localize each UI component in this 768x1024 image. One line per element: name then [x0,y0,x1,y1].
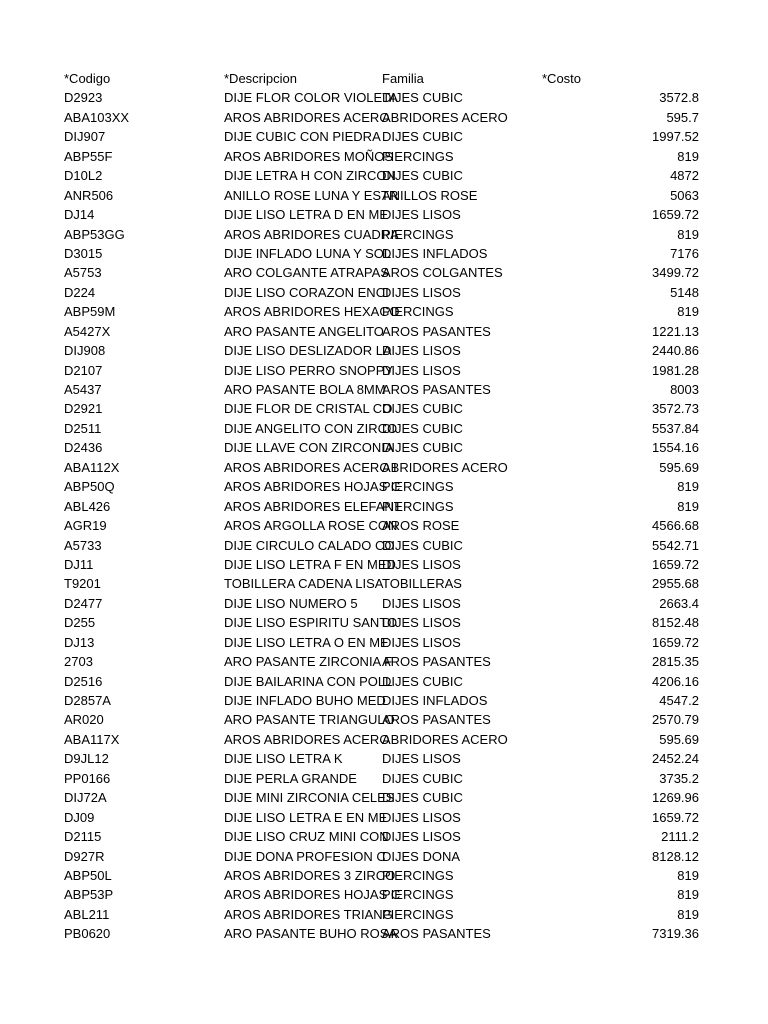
cell-costo: 4566.68 [652,518,699,534]
cell-costo: 2815.35 [652,654,699,670]
cell-descripcion: AROS ABRIDORES ACERO [224,109,390,125]
cell-familia: DIJES LISOS [382,284,461,300]
cell-descripcion: DIJE LLAVE CON ZIRCONIA [224,440,394,456]
cell-costo: 819 [677,906,699,922]
table-row [64,924,704,943]
table-row [64,710,704,729]
cell-familia: AROS ROSE [382,518,460,534]
cell-familia: AROS COLGANTES [382,265,503,281]
table-row [64,108,704,127]
cell-familia: ABRIDORES ACERO [382,109,508,125]
header-costo: *Costo [542,71,582,86]
cell-codigo: D224 [64,284,96,300]
table-row [64,808,704,827]
table-row [64,555,704,574]
cell-costo: 819 [677,304,699,320]
cell-costo: 5148 [670,284,699,300]
cell-descripcion: AROS ABRIDORES 3 ZIRCO [224,867,396,883]
table-row [64,322,704,341]
cell-codigo: T9201 [64,576,101,592]
cell-codigo: AR020 [64,712,104,728]
cell-familia: AROS PASANTES [382,654,491,670]
cell-codigo: ABP53P [64,887,114,903]
cell-familia: ABRIDORES ACERO [382,459,508,475]
cell-codigo: ABA103XX [64,109,130,125]
cell-codigo: D2511 [64,420,102,436]
cell-codigo: PP0166 [64,770,111,786]
cell-codigo: ABP50L [64,867,112,883]
table-row [64,361,704,380]
cell-descripcion: DIJE LISO LETRA D EN ME [224,207,388,223]
cell-descripcion: AROS ARGOLLA ROSE CON [224,518,398,534]
cell-descripcion: ARO PASANTE BUHO ROSA [224,926,398,942]
cell-familia: DIJES LISOS [382,634,461,650]
cell-codigo: D2477 [64,595,103,611]
table-row [64,769,704,788]
cell-codigo: 2703 [64,654,93,670]
cell-familia: PIERCINGS [382,887,454,903]
table-body [64,88,704,943]
table-row [64,574,704,593]
cell-costo: 8152.48 [652,615,699,631]
cell-familia: PIERCINGS [382,148,454,164]
cell-costo: 7176 [670,245,699,261]
cell-familia: PIERCINGS [382,226,454,242]
cell-codigo: ABP55F [64,148,113,164]
cell-costo: 3499.72 [652,265,699,281]
cell-costo: 1997.52 [652,129,699,145]
cell-descripcion: DIJE LISO LETRA E EN ME [224,809,388,825]
cell-codigo: D2516 [64,673,103,689]
cell-costo: 819 [677,887,699,903]
cell-costo: 5542.71 [652,537,699,553]
cell-codigo: DIJ907 [64,129,106,145]
cell-codigo: DJ13 [64,634,95,650]
cell-descripcion: DIJE LISO ESPIRITU SANTO [224,615,398,631]
cell-familia: DIJES CUBIC [382,168,463,184]
cell-costo: 3735.2 [659,770,699,786]
cell-codigo: DIJ72A [64,790,107,806]
table-row [64,827,704,846]
table-row [64,477,704,496]
table-row [64,380,704,399]
table-row [64,302,704,321]
table-row [64,186,704,205]
cell-familia: DIJES LISOS [382,556,461,572]
cell-familia: DIJES LISOS [382,829,461,845]
cell-costo: 1221.13 [652,323,699,339]
cell-costo: 5063 [670,187,699,203]
table-row [64,438,704,457]
table-row [64,166,704,185]
cell-descripcion: DIJE LISO LETRA F EN MED [224,556,396,572]
table-row [64,127,704,146]
table-row [64,419,704,438]
table-row [64,633,704,652]
header-familia: Familia [382,71,424,86]
table-row [64,788,704,807]
cell-descripcion: DIJE CIRCULO CALADO CO [224,537,395,553]
cell-familia: ABRIDORES ACERO [382,731,508,747]
cell-codigo: ABP50Q [64,479,115,495]
cell-descripcion: AROS ABRIDORES CUADRA [224,226,399,242]
cell-costo: 819 [677,226,699,242]
cell-costo: 1659.72 [652,634,699,650]
table-row [64,205,704,224]
cell-costo: 595.69 [659,459,699,475]
cell-codigo: ABP59M [64,304,116,320]
cell-costo: 2663.4 [659,595,699,611]
cell-costo: 819 [677,148,699,164]
cell-costo: 1659.72 [652,207,699,223]
table-row [64,652,704,671]
cell-costo: 2955.68 [652,576,699,592]
cell-costo: 3572.73 [652,401,699,417]
cell-descripcion: DIJE PERLA GRANDE [224,770,357,786]
cell-familia: DIJES CUBIC [382,90,463,106]
cell-familia: DIJES LISOS [382,615,461,631]
table-row [64,147,704,166]
cell-costo: 4547.2 [659,693,699,708]
cell-costo: 5537.84 [652,420,699,436]
cell-codigo: ANR506 [64,187,114,203]
table-row [64,905,704,924]
cell-codigo: D3015 [64,245,103,261]
cell-costo: 819 [677,498,699,514]
cell-codigo: D2857A [64,693,111,708]
cell-descripcion: DIJE DONA PROFESION C [224,848,386,864]
cell-codigo: D2923 [64,90,103,106]
cell-descripcion: AROS ABRIDORES ACERO I [224,459,397,475]
cell-costo: 1659.72 [652,556,699,572]
cell-costo: 2570.79 [652,712,699,728]
cell-codigo: D9JL12 [64,751,109,767]
cell-costo: 4206.16 [652,673,699,689]
cell-codigo: ABL211 [64,906,110,922]
cell-descripcion: DIJE INFLADO LUNA Y SOL [224,245,392,261]
cell-costo: 2440.86 [652,343,699,359]
cell-familia: PIERCINGS [382,304,454,320]
cell-descripcion: ARO PASANTE BOLA 8MM [224,382,386,397]
table-row [64,866,704,885]
cell-codigo: D10L2 [64,168,103,184]
cell-familia: DIJES LISOS [382,362,461,378]
cell-familia: PIERCINGS [382,906,454,922]
cell-costo: 595.7 [666,109,699,125]
cell-codigo: PB0620 [64,926,111,942]
cell-familia: DIJES INFLADOS [382,693,488,708]
table-row [64,341,704,360]
cell-familia: DIJES LISOS [382,343,461,359]
header-row [64,69,704,88]
cell-descripcion: DIJE LISO NUMERO 5 [224,595,358,611]
cell-descripcion: DIJE FLOR DE CRISTAL CO [224,401,393,417]
cell-descripcion: AROS ABRIDORES HEXAGO [224,304,400,320]
table-row [64,885,704,904]
cell-descripcion: ARO PASANTE TRIANGULO [224,712,395,728]
cell-codigo: ABP53GG [64,226,125,242]
cell-descripcion: AROS ABRIDORES HOJAS C [224,887,401,903]
cell-codigo: A5733 [64,537,102,553]
cell-codigo: A5427X [64,323,111,339]
table-row [64,516,704,535]
cell-costo: 595.69 [659,731,699,747]
table-row [64,672,704,691]
cell-codigo: ABL426 [64,498,111,514]
cell-costo: 7319.36 [652,926,699,942]
cell-familia: AROS PASANTES [382,926,491,942]
cell-descripcion: AROS ABRIDORES HOJAS C [224,479,401,495]
table-row [64,399,704,418]
cell-descripcion: DIJE LISO CRUZ MINI CON [224,829,389,845]
table-row [64,613,704,632]
cell-costo: 1659.72 [652,809,699,825]
table-row [64,88,704,107]
cell-familia: DIJES LISOS [382,751,461,767]
cell-descripcion: DIJE FLOR COLOR VIOLETA [224,90,398,106]
cell-codigo: ABA112X [64,459,120,475]
cell-costo: 8003 [670,382,699,397]
cell-descripcion: AROS ABRIDORES TRIANG [224,906,393,922]
cell-costo: 4872 [670,168,699,184]
cell-codigo: D927R [64,848,105,864]
table-row [64,749,704,768]
header-codigo: *Codigo [64,71,111,86]
cell-familia: DIJES CUBIC [382,790,463,806]
cell-familia: DIJES LISOS [382,207,461,223]
cell-descripcion: AROS ABRIDORES MOÑOS [224,148,394,164]
cell-codigo: D2921 [64,401,103,417]
cell-descripcion: AROS ABRIDORES ELEFANT [224,498,402,514]
cell-descripcion: DIJE CUBIC CON PIEDRA [224,129,381,145]
cell-familia: DIJES LISOS [382,809,461,825]
cell-familia: DIJES CUBIC [382,440,463,456]
cell-descripcion: DIJE ANGELITO CON ZIRCO [224,420,398,436]
cell-descripcion: ARO PASANTE ANGELITO [224,323,384,339]
spreadsheet-table [64,69,704,944]
cell-descripcion: AROS ABRIDORES ACERO [224,731,390,747]
cell-costo: 1981.28 [652,362,699,378]
cell-codigo: AGR19 [64,518,107,534]
cell-costo: 1554.16 [652,440,699,456]
cell-descripcion: DIJE BAILARINA CON POLL [224,673,393,689]
cell-codigo: ABA117X [64,731,120,747]
cell-descripcion: DIJE INFLADO BUHO MED [224,693,386,708]
cell-costo: 1269.96 [652,790,699,806]
cell-familia: DIJES CUBIC [382,401,463,417]
cell-codigo: DJ09 [64,809,95,825]
cell-codigo: A5753 [64,265,102,281]
cell-costo: 2111.2 [661,829,699,845]
cell-codigo: DJ14 [64,207,95,223]
cell-descripcion: DIJE LISO LETRA K [224,751,343,767]
cell-codigo: DIJ908 [64,343,106,359]
cell-descripcion: DIJE LISO PERRO SNOPPY [224,362,394,378]
cell-descripcion: DIJE LETRA H CON ZIRCON [224,168,396,184]
table-row [64,847,704,866]
cell-costo: 8128.12 [652,848,699,864]
cell-familia: DIJES INFLADOS [382,245,488,261]
table-row [64,283,704,302]
cell-familia: AROS PASANTES [382,382,491,397]
cell-costo: 3572.8 [659,90,699,106]
cell-costo: 2452.24 [652,751,699,767]
cell-codigo: D2115 [64,829,102,845]
table-row [64,263,704,282]
table-row [64,730,704,749]
cell-familia: PIERCINGS [382,479,454,495]
cell-descripcion: ANILLO ROSE LUNA Y ESTR [224,187,399,203]
cell-familia: DIJES LISOS [382,595,461,611]
cell-familia: DIJES CUBIC [382,420,463,436]
cell-familia: DIJES DONA [382,848,461,864]
cell-costo: 819 [677,867,699,883]
cell-descripcion: DIJE MINI ZIRCONIA CELES [224,790,395,806]
table-row [64,497,704,516]
cell-codigo: D255 [64,615,96,631]
table-row [64,244,704,263]
cell-descripcion: DIJE LISO CORAZON ENCI [224,284,389,300]
header-descripcion: *Descripcion [224,71,297,86]
table-row [64,225,704,244]
cell-familia: AROS PASANTES [382,712,491,728]
cell-familia: PIERCINGS [382,867,454,883]
cell-familia: DIJES CUBIC [382,537,463,553]
cell-familia: DIJES CUBIC [382,673,463,689]
cell-familia: DIJES CUBIC [382,129,463,145]
cell-descripcion: TOBILLERA CADENA LISA [224,576,384,592]
cell-codigo: D2107 [64,362,103,378]
cell-familia: AROS PASANTES [382,323,491,339]
cell-codigo: D2436 [64,440,103,456]
cell-costo: 819 [677,479,699,495]
cell-familia: ANILLOS ROSE [382,187,478,203]
cell-familia: PIERCINGS [382,498,454,514]
table-row [64,691,704,710]
table-row [64,536,704,555]
cell-descripcion: DIJE LISO LETRA O EN ME [224,634,389,650]
cell-descripcion: ARO PASANTE ZIRCONIA F [224,654,393,670]
table-row [64,594,704,613]
cell-descripcion: DIJE LISO DESLIZADOR LA [224,343,392,359]
cell-familia: TOBILLERAS [382,576,462,592]
table-row [64,458,704,477]
cell-descripcion: ARO COLGANTE ATRAPAS [224,265,389,281]
cell-codigo: A5437 [64,382,102,397]
cell-familia: DIJES CUBIC [382,770,463,786]
cell-codigo: DJ11 [64,556,94,572]
